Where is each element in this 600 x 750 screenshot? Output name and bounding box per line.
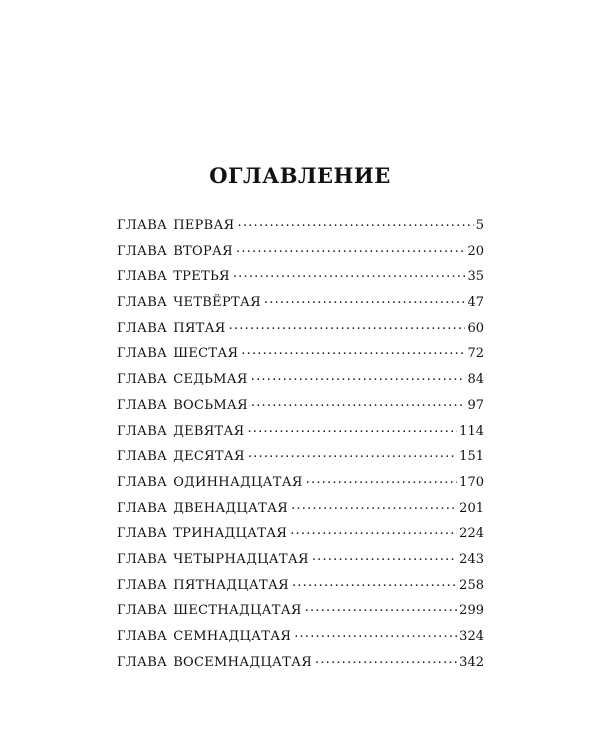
page-number: 35 — [467, 269, 484, 285]
chapter-name: ВТОРАЯ — [173, 243, 233, 259]
toc-entry — [117, 267, 484, 293]
chapter-word: ГЛАВА — [117, 500, 168, 516]
chapter-name: СЕДЬМАЯ — [173, 372, 248, 388]
toc-entry — [117, 216, 484, 242]
chapter-name: ПЯТНАДЦАТАЯ — [173, 577, 289, 593]
page-number: 243 — [459, 551, 484, 567]
chapter-word: ГЛАВА — [117, 243, 168, 259]
toc-entry — [117, 499, 484, 525]
page-number: 20 — [467, 243, 484, 259]
chapter-word: ГЛАВА — [117, 295, 168, 311]
chapter-name: ЧЕТВЁРТАЯ — [173, 295, 261, 311]
chapter-word: ГЛАВА — [117, 603, 168, 619]
chapter-name: ПЕРВАЯ — [173, 218, 235, 233]
dot-leader — [290, 524, 457, 537]
chapter-name: ТРИНАДЦАТАЯ — [173, 526, 288, 542]
chapter-label — [117, 449, 245, 464]
dot-leader — [236, 242, 465, 255]
dot-leader — [251, 396, 466, 409]
page-number: 60 — [467, 320, 484, 336]
page-number: 324 — [459, 629, 484, 644]
chapter-name: ТРЕТЬЯ — [173, 269, 230, 285]
chapter-name: ШЕСТАЯ — [173, 346, 239, 362]
dot-leader — [241, 344, 465, 357]
chapter-label — [117, 346, 238, 361]
page-number: 201 — [459, 500, 484, 516]
chapter-name: ВОСЕМНАДЦАТАЯ — [173, 654, 313, 670]
chapter-label — [117, 295, 261, 310]
chapter-label — [117, 603, 302, 618]
dot-leader — [312, 550, 457, 563]
chapter-label — [117, 655, 312, 670]
dot-leader — [315, 653, 457, 666]
chapter-name: ШЕСТНАДЦАТАЯ — [173, 603, 302, 619]
page-number: 224 — [459, 526, 484, 542]
page-number: 170 — [459, 474, 484, 490]
chapter-label — [117, 475, 303, 490]
toc-entry — [117, 576, 484, 602]
chapter-name: ДЕВЯТАЯ — [173, 423, 245, 439]
toc-entry — [117, 550, 484, 576]
toc-entry — [117, 524, 484, 550]
dot-leader — [264, 293, 466, 306]
toc-entry — [117, 627, 484, 653]
chapter-word: ГЛАВА — [117, 269, 168, 285]
chapter-word: ГЛАВА — [117, 320, 168, 336]
dot-leader — [292, 576, 457, 589]
toc-title: ОГЛАВЛЕНИЕ — [209, 163, 391, 188]
dot-leader — [247, 422, 457, 435]
chapter-label — [117, 398, 248, 413]
chapter-label — [117, 424, 244, 439]
chapter-word: ГЛАВА — [117, 654, 168, 670]
chapter-word: ГЛАВА — [117, 449, 168, 465]
dot-leader — [233, 267, 466, 280]
toc-entry — [117, 473, 484, 499]
toc-entry — [117, 601, 484, 627]
chapter-label — [117, 372, 248, 387]
toc-entry — [117, 422, 484, 448]
chapter-word: ГЛАВА — [117, 474, 168, 490]
dot-leader — [291, 499, 457, 512]
chapter-name: СЕМНАДЦАТАЯ — [173, 629, 292, 644]
dot-leader — [237, 216, 473, 229]
page-number: 114 — [459, 423, 484, 439]
dot-leader — [251, 370, 466, 383]
toc-entry — [117, 653, 484, 679]
chapter-name: ОДИННАДЦАТАЯ — [173, 474, 303, 490]
chapter-label — [117, 269, 230, 284]
chapter-label — [117, 501, 288, 516]
page-number: 299 — [459, 603, 484, 619]
chapter-word: ГЛАВА — [117, 577, 168, 593]
page-number: 47 — [467, 295, 484, 311]
page-number: 258 — [459, 577, 484, 593]
chapter-word: ГЛАВА — [117, 423, 168, 439]
chapter-label — [117, 526, 287, 541]
toc-entry — [117, 242, 484, 268]
chapter-label — [117, 552, 309, 567]
page-number: 5 — [475, 218, 484, 233]
page-number: 84 — [467, 372, 484, 388]
dot-leader — [305, 601, 457, 614]
chapter-word: ГЛАВА — [117, 397, 168, 413]
dot-leader — [306, 473, 458, 486]
chapter-word: ГЛАВА — [117, 218, 168, 233]
chapter-word: ГЛАВА — [117, 372, 168, 388]
chapter-label — [117, 244, 233, 259]
page-number: 342 — [459, 654, 484, 670]
chapter-word: ГЛАВА — [117, 551, 168, 567]
chapter-name: ЧЕТЫРНАДЦАТАЯ — [173, 551, 309, 567]
dot-leader — [229, 319, 466, 332]
toc-entry — [117, 344, 484, 370]
chapter-word: ГЛАВА — [117, 346, 168, 362]
page-number: 72 — [467, 346, 484, 362]
table-of-contents — [117, 216, 484, 678]
page-number: 97 — [467, 397, 484, 413]
toc-entry — [117, 370, 484, 396]
chapter-word: ГЛАВА — [117, 629, 168, 644]
chapter-name: ПЯТАЯ — [173, 320, 226, 336]
chapter-name: ВОСЬМАЯ — [173, 397, 248, 413]
chapter-name: ДЕСЯТАЯ — [173, 449, 245, 465]
chapter-name: ДВЕНАДЦАТАЯ — [173, 500, 289, 516]
toc-entry — [117, 293, 484, 319]
chapter-label — [117, 321, 226, 336]
toc-entry — [117, 396, 484, 422]
chapter-word: ГЛАВА — [117, 526, 168, 542]
chapter-label — [117, 629, 291, 644]
chapter-label — [117, 218, 234, 233]
chapter-label — [117, 578, 289, 593]
toc-entry — [117, 447, 484, 473]
toc-entry — [117, 319, 484, 345]
dot-leader — [294, 627, 457, 640]
page-number: 151 — [459, 449, 484, 465]
dot-leader — [248, 447, 457, 460]
